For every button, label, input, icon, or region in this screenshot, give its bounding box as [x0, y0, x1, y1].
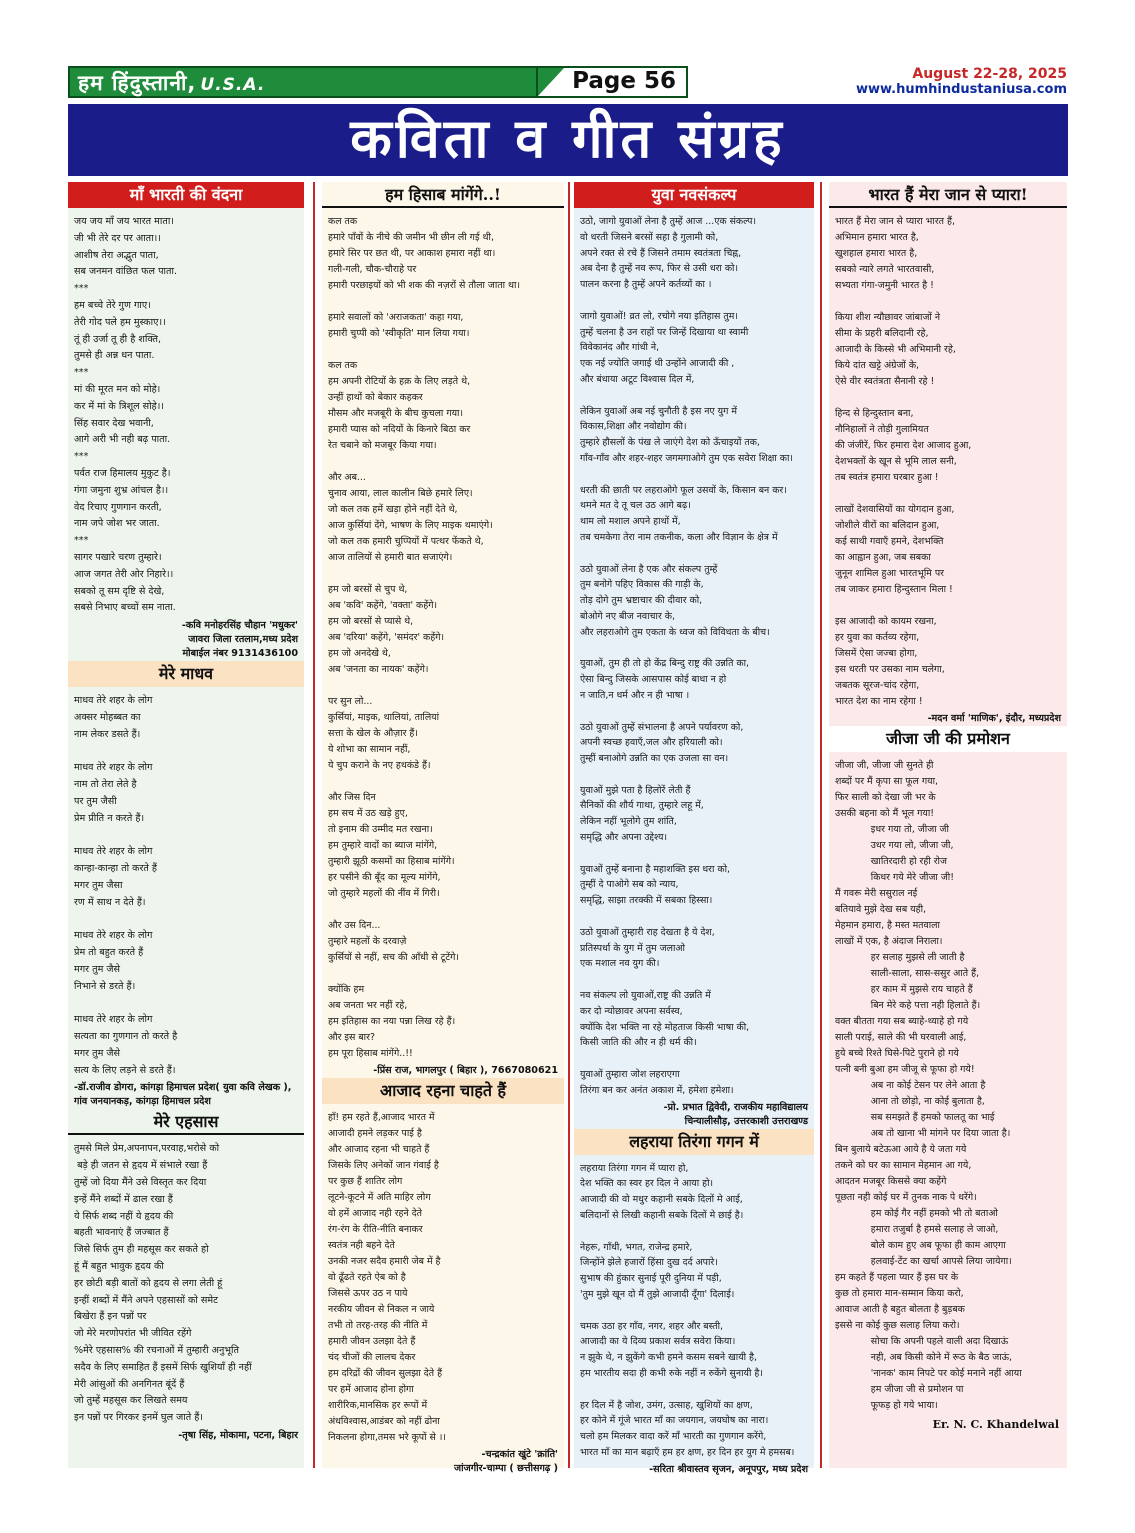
column-divider	[820, 182, 822, 1468]
poem-body: भारत हैं मेरा जान से प्यारा भारत हैं, अभिमान हमारा भारत है, खुशहाल हमारा भारत है, सबको न्यारे लगते भारतवासी, सभ्यता गंगा-जमुनी भारत है ! किया शीश न्यौछावर जांबाजों ने सीमा के प्रहरी बलिदानी रहे, आजादी के किस्से भी अभिमानी रहे, किये दांत खट्टे अंग्रेजों के, ऐसे वीर स्वतंत्रता सैनानी रहे ! हिन्द से हिन्दुस्तान बना, नौनिहालों ने तोड़ी गुलामियत की जंजीरें, फिर हमारा देश आजाद हुआ, देशभक्तों के खून से भूमि लाल सनी, तब स्वतंत्र हमारा घरबार हुआ ! लाखों देशवासियों का योगदान हुआ, जोशीले वीरों का बलिदान हुआ, कई साथी गवाएँ हमने, देशभक्ति का आह्वान हुआ, जब सबका जुनून शामिल हुआ भारतभूमि पर तब जाकर हमारा हिन्दुस्तान मिला ! इस आजादी को कायम रखना, हर युवा का कर्तव्य रहेगा, जिसमें ऐसा जज्बा होगा, इस धरती पर उसका नाम चलेगा, जबतक सूरज-चांद रहेगा, भारत देश का नाम रहेगा !	[835, 216, 972, 707]
banner-title: कविता व गीत संग्रह	[350, 107, 786, 170]
poem-title: युवा नवसंकल्प	[574, 182, 814, 208]
section-banner	[68, 104, 1068, 176]
poem-body: हाँ! हम रहते हैं,आजाद भारत में आजादी हमने लड़कर पाई है और आजाद रहना भी चाहते हैं जिसके लिए अनेकों जान गंवाई है पर कुछ हैं शातिर लोग लूटने-कूटने में अति माहिर लोग वो हमें आजाद नही रहने देते रंग-रंग के रीति-नीति बनाकर स्वतंत्र नही बहने देते उनकी नजर सदैव हमारी जेब में है वो ढूँढते रहते ऐब को है जिससे ऊपर उठ न पाये नरकीय जीवन से निकल न जाये तभी तो तरह-तरह की नीति में हमारी जीवन उलझा देते हैं चंद चीजों की लालच देकर हम दरिद्रों की जीवन सुलझा देते हैं पर हमें आजाद होना होगा शारीरिक,मानसिक हर रूपों में अंधविश्वास,आडंबर को नहीं ढोना निकलना होगा,तमस भरे कूपों से ।।	[328, 1112, 446, 1443]
poem-author: -कवि मनोहरसिंह चौहान 'मधुकर' जावरा जिला रतलाम,मध्य प्रदेश मोबाईल नंबर 9131436100	[181, 620, 298, 660]
poem-title: माँ भारती की वंदना	[68, 182, 304, 208]
poem-author: Er. N. C. Khandelwal	[932, 1418, 1059, 1431]
poem-author: -प्रो. प्रभात द्विवेदी, राजकीय महाविद्यालय चिन्यालीसौड़, उत्तरकाशी उत्तराखण्ड	[663, 1101, 808, 1127]
poem-body: जीजा जी, जीजा जी सुनते ही शब्दों पर मैं कृपा सा फूल गया, फिर साली को देखा जी भर के उसकी बहना को मैं भूल गया! इधर गया तो, जीजा जी उधर गया लो, जीजा जी, खातिरदारी हो रही रोज किधर गये मेरे जीजा जी! मैं गवरू मेरी ससुराल नई बतियावे मुझे देख सब यही, मेहमान हमारा, है मस्त मतवाला लाखों में एक, है अंदाज निराला। हर सलाह मुझसे ली जाती है साली-साला, सास-ससुर आते हैं, हर काम में मुझसे राय चाहते हैं बिन मेरे कहे पत्ता नही हिलाते हैं। वक्त बीतता गया सब ब्याहे-थ्याहे हो गये साली पराई, साले की भी घरवाली आई, हुये बच्चे रिश्ते घिसे-पिटे पुराने हो गये पत्नी बनी बुआ हम जीजू से फूफा हो गये! अब ना कोई टेसन पर लेने आता है आना तो छोड़ो, ना कोई बुलाता है, सब समझते हैं हमको फालतू का भाई अब तो खाना भी मांगने पर दिया जाता है। बिन बुलाये बटेऊआ आये है ये जता गये तकने को घर का सामान मेहमान आ गये, आदतन मजबूर किससे क्या कहेंगे पूछता नही कोई घर में तुनक नाक पे धरेंगे। हम कोई गैर नहीं हमको भी तो बताओ हमारा तजुर्बा है हमसे सलाह ले जाओ, बोले काम हुए अब फूफा ही काम आएगा हलवाई-टेंट का खर्चा आपसे लिया जायेगा। हम कहते हैं पहला प्यार हैं इस घर के कुछ तो हमारा मान-सम्मान किया करो, आवाज आती है बहुत बोलता है बुड़बक इससे ना कोई कुछ सलाह लिया करो। सोचा कि अपनी पहले वाली अदा दिखाऊं नही, अब किसी कोने में रूठ के बैठ जाऊं, 'नानक' काम निपटे पर कोई मनाने नहीं आया हम जीजा जी से प्रमोशन पा फूफड़ हो गये भाया।	[835, 760, 1022, 1411]
poem-body: कल तक हमारे पाँवों के नीचे की जमीन भी छीन ली गई थी, हमारे सिर पर छत थी, पर आकाश हमारा नहीं था। गली-गली, चौक-चौराहे पर हमारी परछाइयों को भी शक की नज़रों से तौला जाता था। हमारे सवालों को 'अराजकता' कहा गया, हमारी चुप्पी को 'स्वीकृति' मान लिया गया। कल तक हम अपनी रोटियों के हक़ के लिए लड़ते थे, उन्हीं हाथों को बेकार कहकर मौसम और मजबूरी के बीच कुचला गया। हमारी प्यास को नदियों के किनारे बिठा कर रेत चबाने को मजबूर किया गया। और अब... चुनाव आया, लाल कालीन बिछे हमारे लिए। जो कल तक हमें खड़ा होने नहीं देते थे, आज कुर्सियां देंगे, भाषण के लिए माइक थमाएंगे। जो कल तक हमारी चुप्पियों में पत्थर फेंकते थे, आज तालियों से हमारी बात सजाएंगे। हम जो बरसों से चुप थे, अब 'कवि' कहेंगे, 'वक्ता' कहेंगे। हम जो बरसों से प्यासे थे, अब 'दरिया' कहेंगे, 'समंदर' कहेंगे। हम जो अनदेखे थे, अब 'जनता का नायक' कहेंगे। पर सुन लो... कुर्सियां, माइक, थालियां, तालियां सत्ता के खेल के औज़ार हैं। ये शोभा का सामान नहीं, ये चुप कराने के नए हथकंडे हैं। और जिस दिन हम सच में उठ खड़े हुए, तो इनाम की उम्मीद मत रखना। हम तुम्हारे वादों का ब्याज मांगेंगे, तुम्हारी झूठी कसमों का हिसाब मांगेंगे। हर पसीने की बूँद का मूल्य मांगेंगे, जो तुम्हारे महलों की नींव में गिरी। और उस दिन... तुम्हारे महलों के दरवाज़े कुर्सियों से नहीं, सच की आँधी से टूटेंगे। क्योंकि हम अब जनता भर नहीं रहे, हम इतिहास का नया पन्ना लिख रहे हैं। और इस बार? हम पूरा हिसाब मांगेंगे..!!	[328, 216, 520, 1059]
brand-name	[78, 69, 265, 97]
poem-author: -डॉ.राजीव डोगरा, कांगड़ा हिमाचल प्रदेश( युवा कवि लेखक ), गांव जनयानकड़, कांगड़ा हिमाचल प्रदेश	[74, 1082, 295, 1108]
poem-title: मेरे एहसास	[68, 1109, 304, 1135]
poem-author: -तृषा सिंह, मोकामा, पटना, बिहार	[178, 1430, 298, 1441]
poem-title: हम हिसाब मांगेंगे..!	[322, 182, 564, 208]
poem-author: -चन्द्रकांत खुंटे 'क्रांति' जांजगीर-चाम्पा ( छत्तीसगढ़ )	[453, 1449, 558, 1474]
poem-body: तुमसे मिले प्रेम,अपनापन,परवाह,भरोसे को बड़े ही जतन से हृदय में संभाले रखा हैं तुम्हें जो दिया मैंने उसे विस्तृत कर दिया इन्हें मैंने शब्दों में ढाल रखा हैं ये सिर्फ शब्द नहीं ये हृदय की बहती भावनाएं हैं जज्बात हैं जिसे सिर्फ तुम ही महसूस कर सकते हो हूं मैं बहुत भावुक हृदय की हर छोटी बड़ी बातों को हृदय से लगा लेती हूं इन्हीं शब्दों में मैंने अपने एहसासों को समेट बिखेरा हैं इन पन्नों पर जो मेरे मरणोपरांत भी जीवित रहेंगे %मेरे एहसास% की रचनाओं में तुम्हारी अनुभूति सदैव के लिए समाहित हैं इसमें सिर्फ खुशियाँ ही नहीं मेरी आंसुओं की अनगिनत बूंदें हैं जो तुम्हें महसूस कर लिखते समय इन पन्नों पर गिरकर इनमें घुल जाते हैं।	[74, 1143, 252, 1424]
issue-date: August 22-28, 2025	[912, 66, 1067, 82]
poem-title: भारत हैं मेरा जान से प्यारा!	[829, 182, 1067, 208]
column-1	[68, 182, 304, 1468]
column-2	[322, 182, 564, 1474]
poem-title: आजाद रहना चाहते हैं	[322, 1078, 564, 1104]
brand-suffix: U.S.A.	[200, 75, 266, 95]
poem-body: उठो, जागो युवाओं लेना है तुम्हें आज ...एक संकल्प। वो धरती जिसने बरसों सहा है गुलामी को, अपने रक्त से रचे हैं जिसने तमाम स्वतंत्रता चिह्न, अब देना है तुम्हें नव रूप, फिर से उसी धरा को। पालन करना है तुम्हें अपने कर्तव्यों का । जागो युवाओं! व्रत लो, रचोगे नया इतिहास तुम। तुम्हें चलना है उन राहों पर जिन्हें दिखाया था स्वामी विवेकानंद और गांधी ने, एक नई ज्योति जगाई थी उन्होंने आजादी की , और बंधाया अटूट विश्वास दिल में, लेकिन युवाओं अब नई चुनौती है इस नए युग में विकास,शिक्षा और नवोद्योग की। तुम्हारे हौसलों के पंख ले जाएंगे देश को ऊँचाइयों तक, गाँव-गाँव और शहर-शहर जगमगाओगे तुम एक सवेरा शिक्षा का। धरती की छाती पर लहराओगे फूल उसवों के, किसान बन कर। थमने मत दे तू चल उठ आगे बढ़। थाम लो मशाल अपने हाथों में, तब चमकेगा तेरा नाम तकनीक, कला और विज्ञान के क्षेत्र में उठो युवाओं लेना है एक और संकल्प तुम्हें तुम बनोगे पहिए विकास की गाड़ी के, तोड़ दोगे तुम भ्रष्टाचार की दीवार को, बोओगे नए बीज नवाचार के, और लहराओगे तुम एकता के ध्वज को विविधता के बीच। युवाओं, तुम ही तो हो केंद्र बिन्दु राष्ट्र की उन्नति का, ऐसा बिन्दु जिसके आसपास कोई बाधा न हो न जाति,न धर्म और न ही भाषा । उठो युवाओं तुम्हें संभालना है अपने पर्यावरण को, अपनी स्वच्छ हवाएँ,जल और हरियाली को। तुम्हीं बनाओगे उन्नति का एक उजला सा वन। युवाओं मुझे पता है हिलोरें लेती हैं सैनिकों की शौर्य गाथा, तुम्हारे लहू में, लेकिन नहीं भूलोगे तुम शांति, समृद्धि और अपना उद्देश्य। युवाओं तुम्हें बनाना है महाशक्ति इस धरा को, तुम्हीं दे पाओगे सब को न्याय, समृद्धि, साझा तरक्की में सबका हिस्सा। उठो युवाओं तुम्हारी राह देखता है ये देश, प्रतिस्पर्धा के युग में तुम जलाओ एक मशाल नव युग की। नव संकल्प लो युवाओं,राष्ट्र की उन्नति में कर दो न्योछावर अपना सर्वस्व, क्योंकि देश भक्ति ना रहे मोहताज किसी भाषा की, किसी जाति की और न ही धर्म की। युवाओं तुम्हारा जोश लहराएगा तिरंगा बन कर अनंत अकाश में, हमेशा हमेशा।	[580, 216, 793, 1096]
website-link[interactable]: www.humhindustaniusa.com	[855, 82, 1067, 97]
poem-title: लहराया तिरंगा गगन में	[574, 1129, 814, 1155]
brand-text: हम हिंदुस्तानी,	[78, 71, 197, 95]
column-3	[574, 182, 814, 1475]
column-4	[829, 182, 1067, 1468]
poem-body: लहराया तिरंगा गगन में प्यारा हो, देश भक्ति का स्वर हर दिल ने आया हो। आजादी की वो मधुर कहानी सबके दिलों मे आई, बलिदानों से लिखी कहानी सबके दिलों मे छाई है। नेहरू, गाँधी, भगत, राजेन्द्र हमारे, जिन्होंने झेले हजारों हिंसा दुख दर्द अपारे। सुभाष की हुंकार सुनाई पूरी दुनिया में पड़ी, 'तुम मुझे खून दो मैं तुझे आजादी दूँगा' दिलाई। चमक उठा हर गाँव, नगर, शहर और बस्ती, आजादी का ये दिव्य प्रकाश सर्वत्र सवेरा किया। न झुके थे, न झुकेंगे कभी हमने कसम सबने खायी है, हम भारतीय सदा ही कभी रुके नहीं न रुकेंगे सुनायी है। हर दिल में है जोश, उमंग, उत्साह, खुशियों का क्षण, हर कोने में गूंजे भारत माँ का जयगान, जयघोष का नारा। चलो हम मिलकर वादा करें माँ भारती का गुणगान करेंगे, भारत माँ का मान बढ़ाएँ हम हर क्षण, हर दिन हर युग मे हमसब।	[580, 1162, 795, 1458]
poem-author: -प्रिंस राज, भागलपुर ( बिहार ), 7667080621	[373, 1065, 558, 1076]
poem-author: -सरिता श्रीवास्तव सृजन, अनूपपुर, मध्य प्रदेश	[649, 1463, 808, 1475]
brand-box	[68, 66, 538, 98]
page-number: Page 56	[572, 68, 676, 94]
column-divider	[568, 182, 570, 1468]
column-divider	[313, 182, 315, 1468]
poem-body: माधव तेरे शहर के लोग अक्सर मोहब्बत का नाम लेकर डसते हैं। माधव तेरे शहर के लोग नाम तो तेरा लेते है पर तुम जैसी प्रेम प्रीति न करते हैं। माधव तेरे शहर के लोग कान्हा-कान्हा तो करते हैं मगर तुम जैसा रण में साथ न देते हैं। माधव तेरे शहर के लोग प्रेम तो बहुत करते हैं मगर तुम जैसे निभाने से डरते हैं। माधव तेरे शहर के लोग सत्यता का गुणगान तो करते है मगर तुम जैसे सत्य के लिए लड़ने से डरते हैं।	[74, 695, 178, 1076]
masthead	[68, 66, 688, 98]
poem-author: -मदन वर्मा 'माणिक', इंदौर, मध्यप्रदेश	[927, 713, 1061, 724]
poem-title: मेरे माधव	[68, 661, 304, 687]
page-number-box	[538, 66, 688, 98]
poem-body: जय जय माँ जय भारत माता। जी भी तेरे दर पर आता।। आशीष तेरा अद्भुत पाता, सब जनमन वांछित फल पाता. *** हम बच्चे तेरे गुण गाए। तेरी गोद पले हम मुस्काए।। तूं ही उर्जा तू ही है शक्ति, तुमसे ही अन्न धन पाता. *** मां की मूरत मन को मोहे। कर में मां के त्रिशूल सोहे।। सिंह सवार देख भवानी, आगे अरी भी नही बढ़ पाता. *** पर्वत राज हिमालय मुकुट है। गंगा जमुना शुभ्र आंचल है।। वेद रिचाए गुणगान करती, नाम जपे जोश भर जाता. *** सागर पखारे चरण तुम्हारे। आज जगत तेरी ओर निहारे।। सबको तू सम दृष्टि से देखे, सबसे निभाए बच्चों सम नाता.	[74, 216, 178, 614]
poem-title: जीजा जी की प्रमोशन	[829, 726, 1067, 752]
